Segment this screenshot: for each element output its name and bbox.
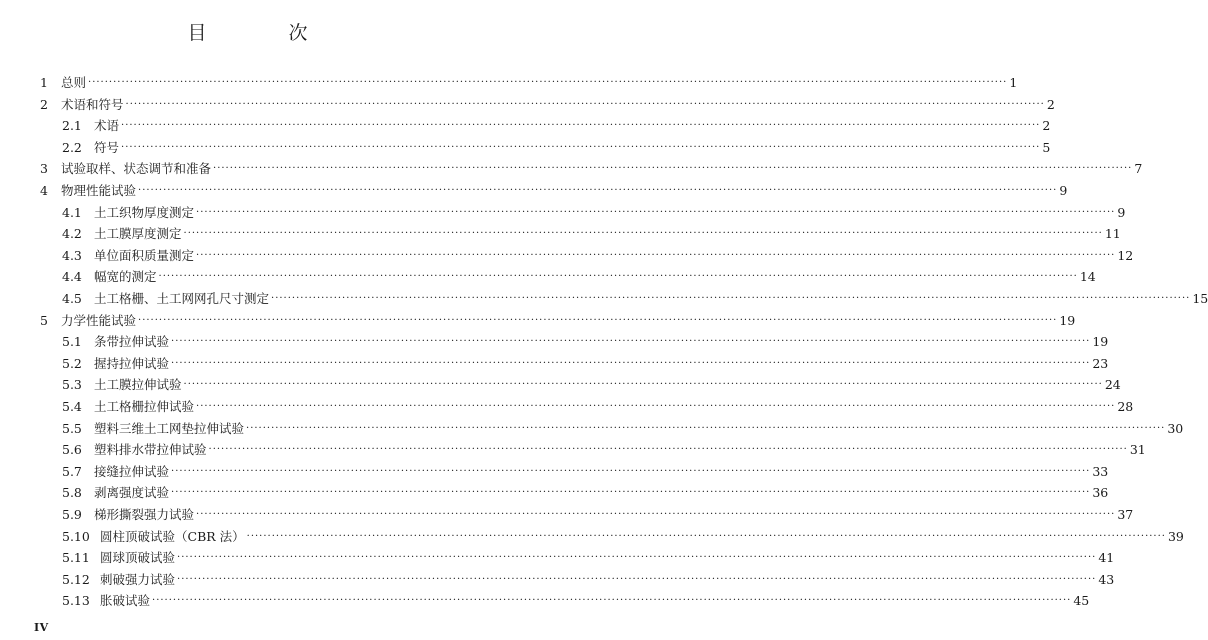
toc-entry-title: 力学性能试验 [61,312,137,328]
toc-entry[interactable] [0,266,1096,288]
toc-entry-number: 5.12 [62,571,90,587]
toc-entry-page: 7 [1134,161,1143,177]
leader-dots: ···························································································································································································································· [213,163,1133,175]
leader-dots: ···························································································································································································································· [196,249,1116,261]
leader-dots: ···························································································································································································································· [125,98,1045,110]
toc-entry-page: 33 [1092,463,1109,479]
toc-entry-number: 4.1 [62,204,82,220]
toc-entry-line [94,439,1146,461]
leader-dots: ···························································································································································································································· [246,530,1166,542]
toc-entry[interactable] [0,439,1146,461]
toc-entry-number: 4.3 [62,247,82,263]
toc-entry-line [94,504,1134,526]
leader-dots: ···························································································································································································································· [177,573,1097,585]
toc-entry[interactable] [0,94,1055,116]
toc-entry-number: 5.10 [62,528,90,544]
leader-dots: ···························································································································································································································· [183,228,1103,240]
toc-entry-number: 5.11 [62,550,90,566]
toc-entry-page: 30 [1167,420,1184,436]
toc-entry-number: 5.2 [62,355,82,371]
page-number: IV [34,621,49,634]
toc-entry[interactable] [0,202,1126,224]
toc-entry-title: 试验取样、状态调节和准备 [61,161,212,177]
toc-entry-number: 4 [40,183,48,198]
leader-dots: ···························································································································································································································· [196,401,1116,412]
toc-entry-title: 接缝拉伸试验 [94,463,170,479]
leader-dots: ···························································································································································································································· [88,77,1008,88]
leader-dots: ···························································································································································································································· [138,314,1058,326]
toc-entry-title: 握持拉伸试验 [94,355,170,371]
toc-entry-line [100,526,1184,548]
toc-entry[interactable] [0,115,1051,137]
toc-entry-number: 5.1 [62,334,82,350]
toc-title: 目 次 [187,22,346,44]
toc-entry-title: 刺破强力试验 [100,571,176,587]
toc-entry[interactable] [0,288,1208,310]
toc-entry-line [94,418,1184,440]
toc-entry-title: 符号 [94,139,120,155]
toc-entry[interactable] [0,158,1143,180]
toc-entry-number: 4.5 [62,291,82,306]
toc-entry-number: 3 [40,161,48,177]
toc-entry-line [94,223,1121,245]
toc-entry[interactable] [0,223,1121,245]
leader-dots: ···························································································································································································································· [138,185,1058,196]
leader-dots: ···························································································································································································································· [121,120,1041,132]
toc-entry-page: 2 [1046,96,1055,112]
toc-entry-page: 12 [1117,247,1134,263]
toc-entry-page: 5 [1042,139,1051,155]
toc-entry-page: 11 [1104,226,1121,242]
toc-entry[interactable] [0,374,1121,396]
toc-entry-page: 1 [1009,75,1018,90]
toc-entry-number: 5.13 [62,593,90,609]
toc-entry[interactable] [0,418,1184,440]
toc-entry-page: 31 [1129,442,1146,458]
toc-entry-number: 2 [40,96,48,112]
leader-dots: ···························································································································································································································· [271,293,1191,304]
toc-entry-page: 28 [1117,399,1134,414]
toc-entry-number: 2.1 [62,118,82,134]
leader-dots: ···························································································································································································································· [171,357,1091,369]
toc-entry[interactable] [0,137,1051,159]
toc-entry-line [94,266,1096,288]
toc-entry-title: 单位面积质量测定 [94,247,195,263]
toc-entry-page: 19 [1092,334,1109,350]
toc-entry-page: 41 [1098,550,1115,566]
leader-dots: ···························································································································································································································· [171,487,1091,499]
toc-entry[interactable] [0,482,1109,504]
toc-entry[interactable] [0,461,1109,483]
toc-entry-title: 土工膜厚度测定 [94,226,182,242]
toc-entry-title: 条带拉伸试验 [94,334,170,350]
toc-entry-number: 4.2 [62,226,82,242]
leader-dots: ···························································································································································································································· [183,379,1103,391]
toc-entry-title: 幅宽的测定 [94,269,157,285]
toc-entry-number: 5.3 [62,377,82,393]
toc-entry-line [100,590,1090,612]
toc-entry-line [61,180,1068,202]
toc-entry[interactable] [0,331,1109,353]
toc-entry-title: 土工织物厚度测定 [94,204,195,220]
toc-entry-page: 43 [1098,571,1115,587]
toc-entry-line [94,482,1109,504]
toc-entry-page: 9 [1059,183,1068,198]
toc-entry-title: 土工格栅、土工网网孔尺寸测定 [94,291,270,306]
toc-entry-page: 45 [1073,593,1090,609]
leader-dots: ···························································································································································································································· [208,444,1128,456]
toc-entry-line [94,331,1109,353]
toc-entry-page: 36 [1092,485,1109,501]
toc-entry-title: 物理性能试验 [61,183,137,198]
toc-entry-title: 塑料排水带拉伸试验 [94,442,207,458]
toc-entry[interactable] [0,504,1134,526]
toc-entry-title: 圆球顶破试验 [100,550,176,566]
toc-entry-title: 总则 [61,75,87,90]
toc-entry-line [61,310,1076,332]
toc-entry-title: 剥离强度试验 [94,485,170,501]
leader-dots: ···························································································································································································································· [196,509,1116,520]
toc-entry-line [94,288,1208,310]
leader-dots: ···························································································································································································································· [246,422,1166,434]
toc-entry-number: 5.8 [62,485,82,501]
toc-entry-page: 37 [1117,507,1134,522]
toc-entry-title: 圆柱顶破试验（CBR 法） [100,528,245,544]
toc-entry-line [94,353,1109,375]
toc-entry[interactable] [0,72,1018,94]
toc-entry-line [100,547,1115,569]
leader-dots: ···························································································································································································································· [121,141,1041,153]
leader-dots: ···························································································································································································································· [171,336,1091,348]
toc-entry-page: 39 [1167,528,1184,544]
toc-entry-number: 5 [40,312,48,328]
toc-entry-title: 胀破试验 [100,593,151,609]
toc-entry-number: 4.4 [62,269,82,285]
toc-entry-line [100,569,1115,591]
toc-entry-line [94,202,1126,224]
toc-entry-title: 土工膜拉伸试验 [94,377,182,393]
leader-dots: ···························································································································································································································· [158,271,1078,283]
leader-dots: ···························································································································································································································· [177,552,1097,564]
toc-entry-line [94,461,1109,483]
toc-entry-line [94,115,1051,137]
toc-entry-title: 术语和符号 [61,96,124,112]
toc-entry[interactable] [0,245,1134,267]
toc-entry-number: 5.6 [62,442,82,458]
toc-entry-title: 土工格栅拉伸试验 [94,399,195,414]
toc-entry-page: 19 [1059,312,1076,328]
toc-entry-page: 24 [1104,377,1121,393]
toc-entry-page: 23 [1092,355,1109,371]
toc-entry-line [94,396,1134,418]
toc-entry-title: 术语 [94,118,120,134]
toc-entry[interactable] [0,353,1109,375]
toc-entry-line [61,94,1055,116]
toc-entry-number: 5.4 [62,399,82,414]
toc-entry[interactable] [0,310,1076,332]
toc-entry-line [94,137,1051,159]
toc-entry-page: 2 [1042,118,1051,134]
toc-entry[interactable] [0,590,1090,612]
toc-entry[interactable] [0,569,1115,591]
toc-entry-page: 14 [1079,269,1096,285]
toc-entry-line [94,245,1134,267]
toc-entry[interactable] [0,180,1068,202]
toc-entry-number: 2.2 [62,139,82,155]
toc-entry-page: 9 [1117,204,1126,220]
leader-dots: ···························································································································································································································· [171,465,1091,477]
leader-dots: ···························································································································································································································· [196,206,1116,218]
toc-entry-line [61,72,1018,94]
toc-entry-line [94,374,1121,396]
toc-entry-number: 5.9 [62,507,82,522]
leader-dots: ···························································································································································································································· [152,595,1072,607]
toc-entry[interactable] [0,547,1115,569]
toc-entry-page: 15 [1192,291,1208,306]
toc-entry-number: 1 [40,75,48,90]
toc-entry-number: 5.5 [62,420,82,436]
toc-entry-number: 5.7 [62,463,82,479]
toc-entry-title: 梯形撕裂强力试验 [94,507,195,522]
toc-entry-line [61,158,1143,180]
toc-entry-title: 塑料三维土工网垫拉伸试验 [94,420,245,436]
toc-entry[interactable] [0,396,1134,418]
toc-entry[interactable] [0,526,1184,548]
